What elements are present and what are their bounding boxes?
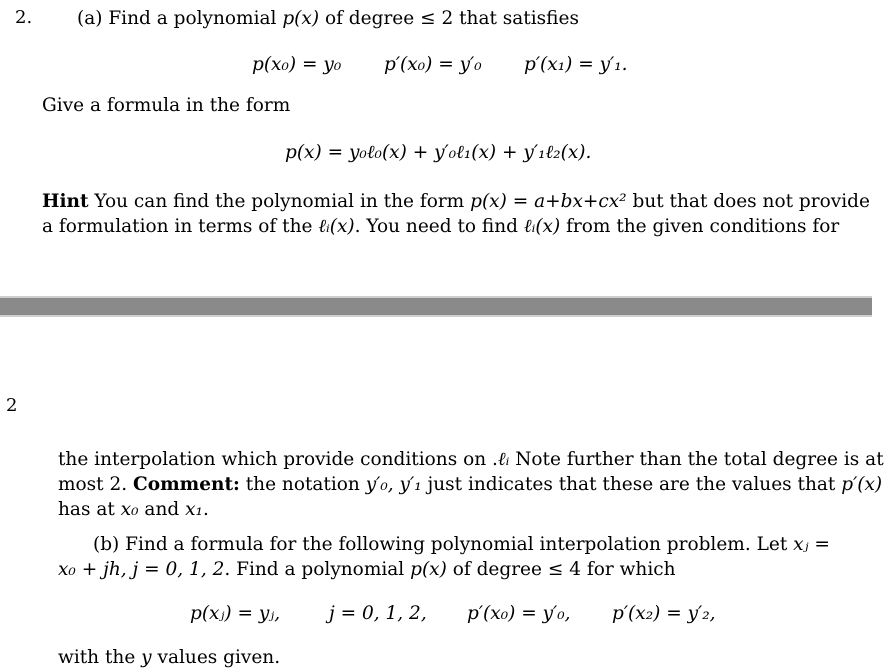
page-number: 2	[6, 395, 18, 416]
condition-b-4: p′(x₂) = y′₂,	[612, 603, 716, 624]
page2-line-3: has at x₀ and x₁.	[58, 499, 209, 520]
page-separator	[0, 298, 872, 315]
part-a-intro: Find a polynomial	[102, 8, 283, 29]
condition-2: p′(x₀) = y′₀	[384, 54, 482, 75]
page2-line-1: the interpolation which provide conditions on .ℓᵢ Note further than the total degree is at	[58, 449, 884, 470]
hint-line-2: a formulation in terms of the ℓᵢ(x). You need to find ℓᵢ(x) from the given conditions for	[42, 216, 840, 237]
page-gap-edge-bottom	[0, 315, 872, 317]
hint-line-1: Hint You can find the polynomial in the form p(x) = a+bx+cx² but that does not provide	[42, 191, 870, 212]
part-b-line-2: x₀ + jh, j = 0, 1, 2. Find a polynomial p(x) of degree ≤ 4 for which	[58, 559, 676, 580]
condition-b-1: p(xⱼ) = yⱼ,	[190, 603, 281, 624]
part-a-intro-end: of degree ≤ 2 that satisfies	[319, 8, 579, 29]
page2-line-2: most 2. Comment: the notation y′₀, y′₁ just indicates that these are the values that p′(x)	[58, 474, 883, 495]
part-b-label: (b)	[93, 534, 120, 555]
condition-3: p′(x₁) = y′₁.	[524, 54, 628, 75]
condition-b-2: j = 0, 1, 2,	[329, 603, 427, 624]
give-formula-text: Give a formula in the form	[42, 95, 291, 116]
condition-b-3: p′(x₀) = y′₀,	[467, 603, 571, 624]
formula-display: p(x) = y₀ℓ₀(x) + y′₀ℓ₁(x) + y′₁ℓ₂(x).	[285, 142, 592, 163]
hint-label: Hint	[42, 191, 89, 212]
comment-label: Comment:	[133, 474, 240, 495]
problem-number: 2.	[15, 7, 33, 28]
part-a-label: (a)	[77, 8, 103, 29]
page2-last-line: with the y values given.	[58, 647, 281, 668]
part-b-line-1: (b) Find a formula for the following polynomial interpolation problem. Let xⱼ =	[93, 534, 830, 555]
part-a-statement	[77, 7, 579, 31]
condition-1: p(x₀) = y₀	[252, 54, 342, 75]
math-px: p(x)	[282, 8, 320, 29]
